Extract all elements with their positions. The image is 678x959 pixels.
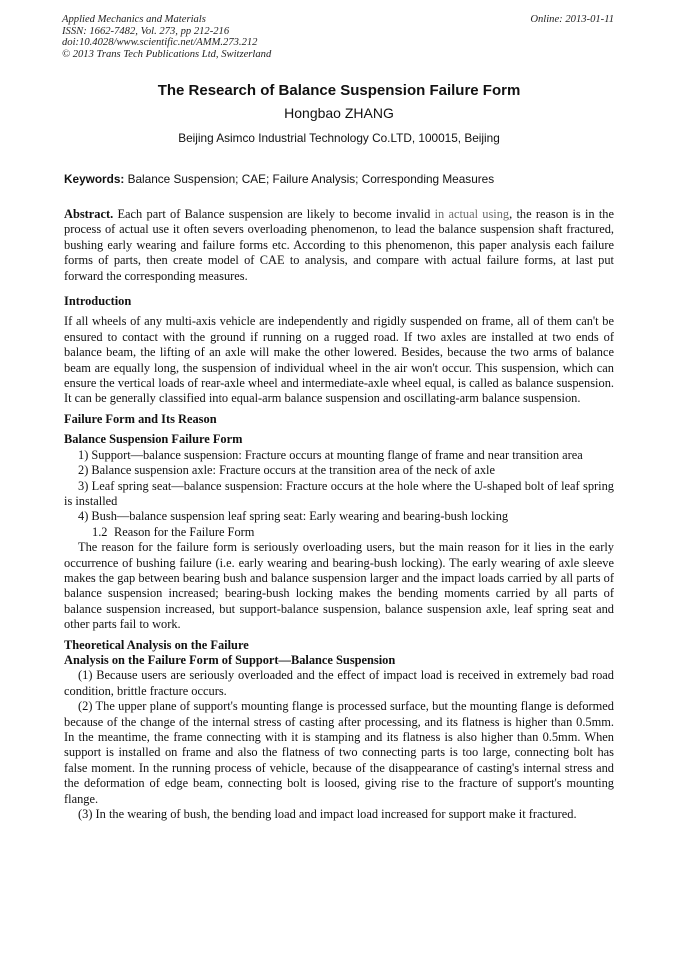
theory-paragraph-2: (2) The upper plane of support's mounting flange is processed surface, but the mounting flange is deformed because of the change of the internal stress of casting after processing, and its flatness is higher than 0.5mm. In the meantime, the frame connecting with it is stamping and its flatness is also higher than 0.5mm. When support is installed on frame and also the flatness of two connecting parts is too large, connecting bolt has false moment. In the running process of vehicle, because of the disappearance of casting's internal stress and the deformation of edge beam, connecting bolt is loosed, giving rise to the fracture of support's mounting flange.	[64, 699, 614, 806]
abstract-label: Abstract.	[64, 207, 114, 221]
section-heading-failure: Failure Form and Its Reason	[64, 411, 217, 426]
failure-item-1: 1) Support—balance suspension: Fracture occurs at mounting flange of frame and near transition area	[78, 447, 583, 462]
doi-line: doi:10.4028/www.scientific.net/AMM.273.212	[62, 37, 258, 49]
paper-body	[64, 207, 614, 822]
section-heading-theory: Theoretical Analysis on the Failure	[64, 637, 249, 652]
issn-line: ISSN: 1662-7482, Vol. 273, pp 212-216	[62, 25, 230, 37]
subsection-title: Reason for the Failure Form	[114, 524, 255, 539]
failure-item-3: 3) Leaf spring seat—balance suspension: Fracture occurs at the hole where the U-shaped bolt of leaf spring is installed	[64, 478, 614, 508]
copyright-line: © 2013 Trans Tech Publications Ltd, Switzerland	[62, 48, 272, 60]
keywords-label: Keywords:	[64, 172, 125, 186]
failure-item-2: 2) Balance suspension axle: Fracture occurs at the transition area of the neck of axle	[78, 463, 495, 478]
subsection-heading-reason	[64, 525, 614, 540]
keywords-text: Balance Suspension; CAE; Failure Analysis; Corresponding Measures	[127, 172, 495, 186]
keywords	[64, 172, 614, 186]
abstract-post: , the reason is in the process of actual use it often severs overloading phenomenon, to lead the balance suspension shaft fractured, bushing early wearing and failure forms etc. According to this phenomenon, this paper analysis each failure forms of parts, then create model of CAE to analysis, and compare with actual failure forms, at last put forward the corresponding measures.	[64, 207, 615, 283]
subsection-heading-support: Analysis on the Failure Form of Support—Balance Suspension	[64, 652, 396, 667]
abstract-pre: Each part of Balance suspension are likely to become invalid	[117, 207, 431, 221]
theory-paragraph-1: (1) Because users are seriously overloaded and the effect of impact load is received in extremely bad road condition, brittle fracture occurs.	[64, 668, 614, 698]
affiliation: Beijing Asimco Industrial Technology Co.LTD, 100015, Beijing	[178, 131, 500, 145]
subsection-number: 1.2	[92, 524, 108, 539]
section-heading-introduction: Introduction	[64, 294, 132, 309]
author-name: Hongbao ZHANG	[284, 105, 394, 121]
abstract-highlight: in actual using	[434, 207, 510, 221]
abstract	[64, 207, 614, 284]
spacer	[64, 284, 614, 294]
paper-title: The Research of Balance Suspension Failure Form	[157, 82, 521, 99]
subsection-heading-failure-form: Balance Suspension Failure Form	[64, 432, 243, 447]
failure-item-4: 4) Bush—balance suspension leaf spring seat: Early wearing and bearing-bush locking	[78, 509, 509, 524]
journal-header	[62, 14, 614, 60]
journal-name: Applied Mechanics and Materials	[62, 14, 206, 25]
theory-paragraph-3: (3) In the wearing of bush, the bending load and impact load increased for support make it fractured.	[78, 807, 577, 822]
reason-paragraph: The reason for the failure form is seriously overloading users, but the main reason for it lies in the early occurrence of bushing failure (i.e. early wearing and bearing-bush locking). The early wearing of axle sleeve makes the gap between bearing bush and balance suspension larger and the impact loads carried by all parts of balance suspension increased; bearing-bush locking makes the bending moments carried by all parts of balance suspension increased, but support-balance suspension, balance suspension axle, leaf spring seat and other parts fail to work.	[64, 540, 614, 632]
online-date: Online: 2013-01-11	[530, 14, 614, 25]
intro-paragraph: If all wheels of any multi-axis vehicle are independently and rigidly suspended on frame, all of them can't be ensured to contact with the ground if running on a rugged road. If two axles are installed at two ends of balance beam, the lifting of an axle will make the other lowered. Besides, because the two arms of balance beam are equally long, the suspension of individual wheel in the air won't occur. This suspension, which can ensure the vertical loads of rear-axle wheel and intermediate-axle wheel equal, is called as balance suspension. It can be generally classified into equal-arm balance suspension and oscillating-arm balance suspension.	[64, 314, 614, 406]
